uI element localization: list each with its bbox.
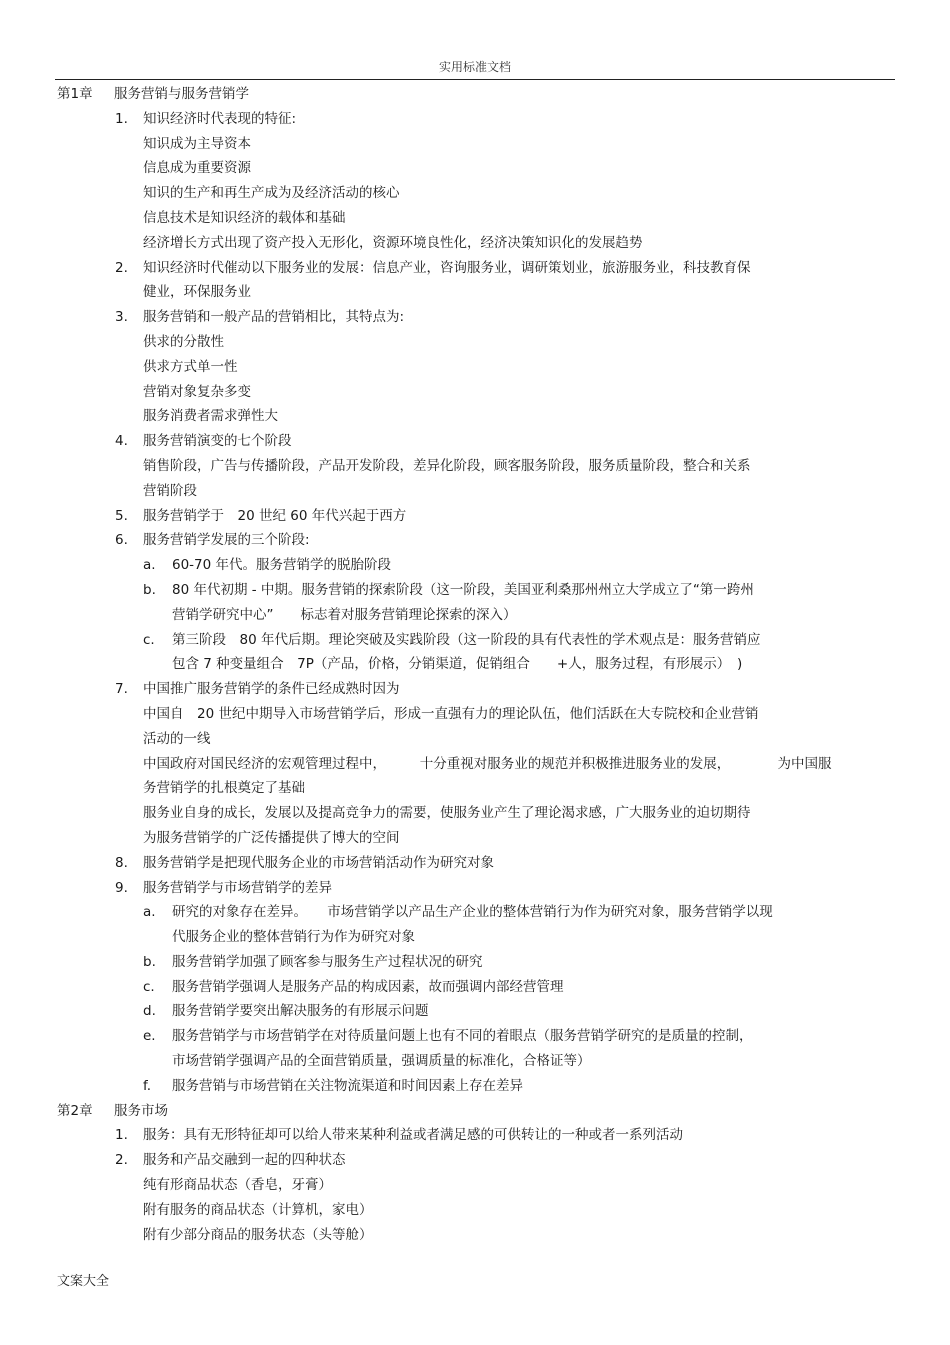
numbered-item [0, 305, 950, 330]
numbered-item [0, 256, 950, 281]
item-text: 知识经济时代表现的特征: [143, 110, 297, 127]
lettered-item [0, 975, 950, 1000]
item-text: 服务营销与市场营销在关注物流渠道和时间因素上存在差异 [172, 1077, 523, 1094]
item-number: 2. [115, 259, 128, 276]
item-text: 服务：具有无形特征却可以给人带来某种利益或者满足感的可供转让的一种或者一系列活动 [143, 1127, 683, 1144]
continuation-line: 包含 7 种变量组合 7P（产品，价格，分销渠道，促销组合 +人，服务过程，有形展示） ) [172, 656, 743, 673]
text-line: 营销阶段 [143, 482, 197, 499]
item-number: 6. [115, 532, 128, 549]
text-line: 纯有形商品状态（香皂，牙膏） [143, 1177, 332, 1194]
text-line: 务营销学的扎根奠定了基础 [143, 780, 305, 797]
item-text: 服务营销学发展的三个阶段: [143, 532, 310, 549]
text-line: 中国自 20 世纪中期导入市场营销学后，形成一直强有力的理论队伍，他们活跃在大专院校和企业营销 [143, 705, 759, 722]
lettered-item [0, 628, 950, 653]
item-letter: b. [143, 953, 156, 970]
item-number: 8. [115, 854, 128, 871]
page-footer: 文案大全 [57, 1274, 110, 1289]
item-text: 服务营销学强调人是服务产品的构成因素，故而强调内部经营管理 [172, 978, 564, 995]
item-number: 7. [115, 681, 128, 698]
numbered-item [0, 677, 950, 702]
item-letter: c. [143, 631, 155, 648]
text-line: 为服务营销学的广泛传播提供了博大的空间 [143, 829, 400, 846]
chapter-title: 服务市场 [114, 1102, 168, 1119]
text-line: 中国政府对国民经济的宏观管理过程中， 十分重视对服务业的规范并积极推进服务业的发展， 为中国服 [143, 755, 832, 772]
lettered-item [0, 578, 950, 603]
text-line: 供求方式单一性 [143, 358, 238, 375]
text-line: 销售阶段，广告与传播阶段，产品开发阶段，差异化阶段，顾客服务阶段，服务质量阶段，整合和关系 [143, 457, 751, 474]
lettered-item [0, 950, 950, 975]
lettered-item [0, 1074, 950, 1099]
item-letter: f. [143, 1077, 152, 1094]
item-number: 3. [115, 309, 128, 326]
text-line: 活动的一线 [143, 730, 211, 747]
item-text: 服务营销学是把现代服务企业的市场营销活动作为研究对象 [143, 854, 494, 871]
item-text: 中国推广服务营销学的条件已经成熟时因为 [143, 681, 400, 698]
item-text: 第三阶段 80 年代后期。理论突破及实践阶段（这一阶段的具有代表性的学术观点是：服务营销应 [172, 631, 761, 648]
text-line: 信息成为重要资源 [143, 160, 251, 177]
text-line: 知识成为主导资本 [143, 135, 251, 152]
text-line: 附有服务的商品状态（计算机，家电） [143, 1201, 373, 1218]
lettered-item [0, 900, 950, 925]
numbered-item [0, 1148, 950, 1173]
text-line: 信息技术是知识经济的载体和基础 [143, 209, 346, 226]
item-text: 服务营销演变的七个阶段 [143, 433, 292, 450]
chapter-number: 第2章 [57, 1102, 93, 1119]
text-line: 经济增长方式出现了资产投入无形化，资源环境良性化，经济决策知识化的发展趋势 [143, 234, 643, 251]
text-line: 供求的分散性 [143, 333, 224, 350]
item-text: 服务营销学加强了顾客参与服务生产过程状况的研究 [172, 953, 483, 970]
item-text: 知识经济时代催动以下服务业的发展：信息产业，咨询服务业，调研策划业，旅游服务业，科技教育保 [143, 259, 751, 276]
item-letter: c. [143, 978, 155, 995]
item-text: 服务营销学于 20 世纪 60 年代兴起于西方 [143, 507, 407, 524]
text-line: 营销对象复杂多变 [143, 383, 251, 400]
numbered-item [0, 851, 950, 876]
text-line: 知识的生产和再生产成为及经济活动的核心 [143, 185, 400, 202]
item-number: 1. [115, 110, 128, 127]
chapter-number: 第1章 [57, 86, 93, 102]
chapter-heading [0, 82, 950, 107]
lettered-item [0, 999, 950, 1024]
continuation-line: 代服务企业的整体营销行为作为研究对象 [172, 929, 415, 946]
numbered-item [0, 504, 950, 529]
item-letter: b. [143, 581, 156, 598]
item-text: 服务营销和一般产品的营销相比，其特点为: [143, 309, 405, 326]
item-number: 5. [115, 507, 128, 524]
chapter-heading [0, 1099, 950, 1124]
text-line: 服务业自身的成长，发展以及提高竞争力的需要，使服务业产生了理论渴求感，广大服务业的迫切期待 [143, 805, 751, 822]
item-letter: d. [143, 1003, 156, 1020]
lettered-item [0, 1024, 950, 1049]
item-text: 60-70 年代。服务营销学的脱胎阶段 [172, 557, 392, 574]
numbered-item [0, 876, 950, 901]
chapter-title: 服务营销与服务营销学 [114, 86, 249, 102]
numbered-item [0, 429, 950, 454]
document-body [0, 82, 950, 1247]
item-text: 服务营销学要突出解决服务的有形展示问题 [172, 1003, 429, 1020]
item-text: 服务营销学与市场营销学在对待质量问题上也有不同的着眼点（服务营销学研究的是质量的控制， [172, 1028, 753, 1045]
text-line: 健业，环保服务业 [143, 284, 251, 301]
continuation-line: 市场营销学强调产品的全面营销质量，强调质量的标准化，合格证等） [172, 1053, 591, 1070]
numbered-item [0, 107, 950, 132]
header-divider [55, 79, 895, 80]
item-letter: e. [143, 1028, 156, 1045]
text-line: 服务消费者需求弹性大 [143, 408, 278, 425]
item-letter: a. [143, 557, 156, 574]
item-text: 服务营销学与市场营销学的差异 [143, 879, 332, 896]
item-number: 4. [115, 433, 128, 450]
lettered-item [0, 553, 950, 578]
text-line: 附有少部分商品的服务状态（头等舱） [143, 1226, 373, 1243]
item-text: 80 年代初期 - 中期。服务营销的探索阶段（这一阶段，美国亚利桑那州州立大学成立了“第一跨州 [172, 581, 754, 598]
item-number: 9. [115, 879, 128, 896]
continuation-line: 营销学研究中心” 标志着对服务营销理论探索的深入） [172, 606, 517, 623]
item-number: 1. [115, 1127, 128, 1144]
item-letter: a. [143, 904, 156, 921]
page-header: 实用标准文档 [438, 60, 511, 74]
item-number: 2. [115, 1152, 128, 1169]
item-text: 服务和产品交融到一起的四种状态 [143, 1152, 346, 1169]
item-text: 研究的对象存在差异。 市场营销学以产品生产企业的整体营销行为作为研究对象，服务营销学以现 [172, 904, 773, 921]
numbered-item [0, 1123, 950, 1148]
numbered-item [0, 528, 950, 553]
